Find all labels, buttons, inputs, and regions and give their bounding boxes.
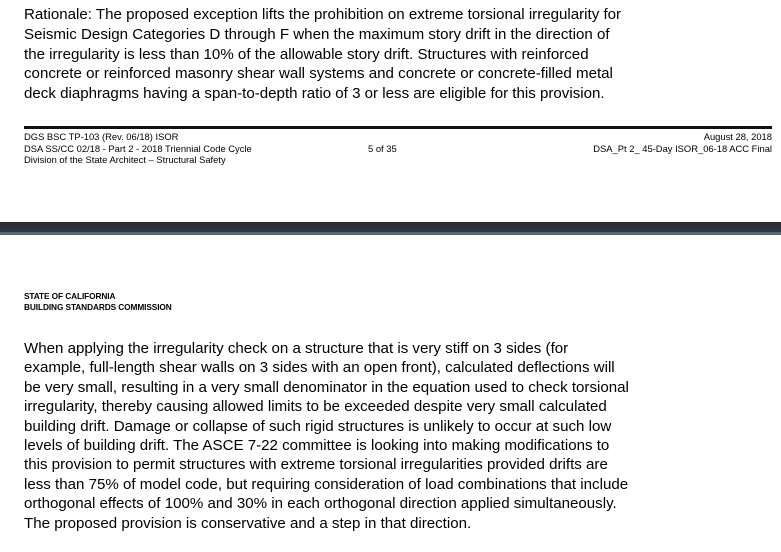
agency-header	[24, 291, 172, 313]
footer-divider	[24, 126, 772, 129]
document-page-upper	[0, 0, 781, 222]
rationale-line: concrete or reinforced masonry shear wall systems and concrete or concrete-filled metal	[24, 65, 613, 83]
body-paragraph	[24, 339, 776, 533]
agency-commission: BUILDING STANDARDS COMMISSION	[24, 302, 172, 312]
rationale-line: Seismic Design Categories D through F when the maximum story drift in the direction of	[24, 25, 610, 43]
body-line: When applying the irregularity check on a structure that is very stiff on 3 sides (for	[24, 340, 569, 357]
footer-document-info	[24, 131, 252, 166]
rationale-line: deck diaphragms having a span-to-depth ratio of 3 or less are eligible for this provision.	[24, 85, 605, 103]
body-line: example, full-length shear walls on 3 sides with an open front), calculated deflections will	[24, 359, 615, 377]
footer-line: Division of the State Architect – Structural Safety	[24, 154, 226, 165]
page-number: 5 of 35	[368, 142, 397, 154]
rationale-line: Rationale: The proposed exception lifts the prohibition on extreme torsional irregularity for	[24, 6, 622, 23]
footer-line: DGS BSC TP-103 (Rev. 06/18) ISOR	[24, 131, 179, 142]
body-line: irregularity, thereby causing allowed limits to be exceeded despite very small calculated	[24, 398, 607, 416]
body-line: orthogonal effects of 100% and 30% in each orthogonal direction applied simultaneously.	[24, 495, 617, 513]
body-line: less than 75% of model code, but requiring consideration of load combinations that include	[24, 475, 629, 493]
body-line: levels of building drift. The ASCE 7-22 committee is looking into making modifications to	[24, 437, 610, 455]
footer-line: DSA SS/CC 02/18 - Part 2 - 2018 Triennial Code Cycle	[24, 142, 252, 154]
body-line: The proposed provision is conservative and a step in that direction.	[24, 514, 472, 532]
footer-date: August 28, 2018	[703, 131, 772, 142]
agency-state: STATE OF CALIFORNIA	[24, 291, 116, 301]
rationale-line: the irregularity is less than 10% of the allowable story drift. Structures with reinforced	[24, 45, 589, 63]
body-line: this provision to permit structures with extreme torsional irregularities provided drifts are	[24, 456, 608, 474]
footer-date-info	[593, 131, 772, 154]
body-line: building drift. Damage or collapse of such rigid structures is unlikely to occur at such low	[24, 417, 612, 435]
footer-filename: DSA_Pt 2_ 45-Day ISOR_06-18 ACC Final	[593, 142, 772, 154]
rationale-paragraph	[24, 5, 776, 104]
body-line: be very small, resulting in a very small denominator in the equation used to check torsional	[24, 378, 629, 396]
